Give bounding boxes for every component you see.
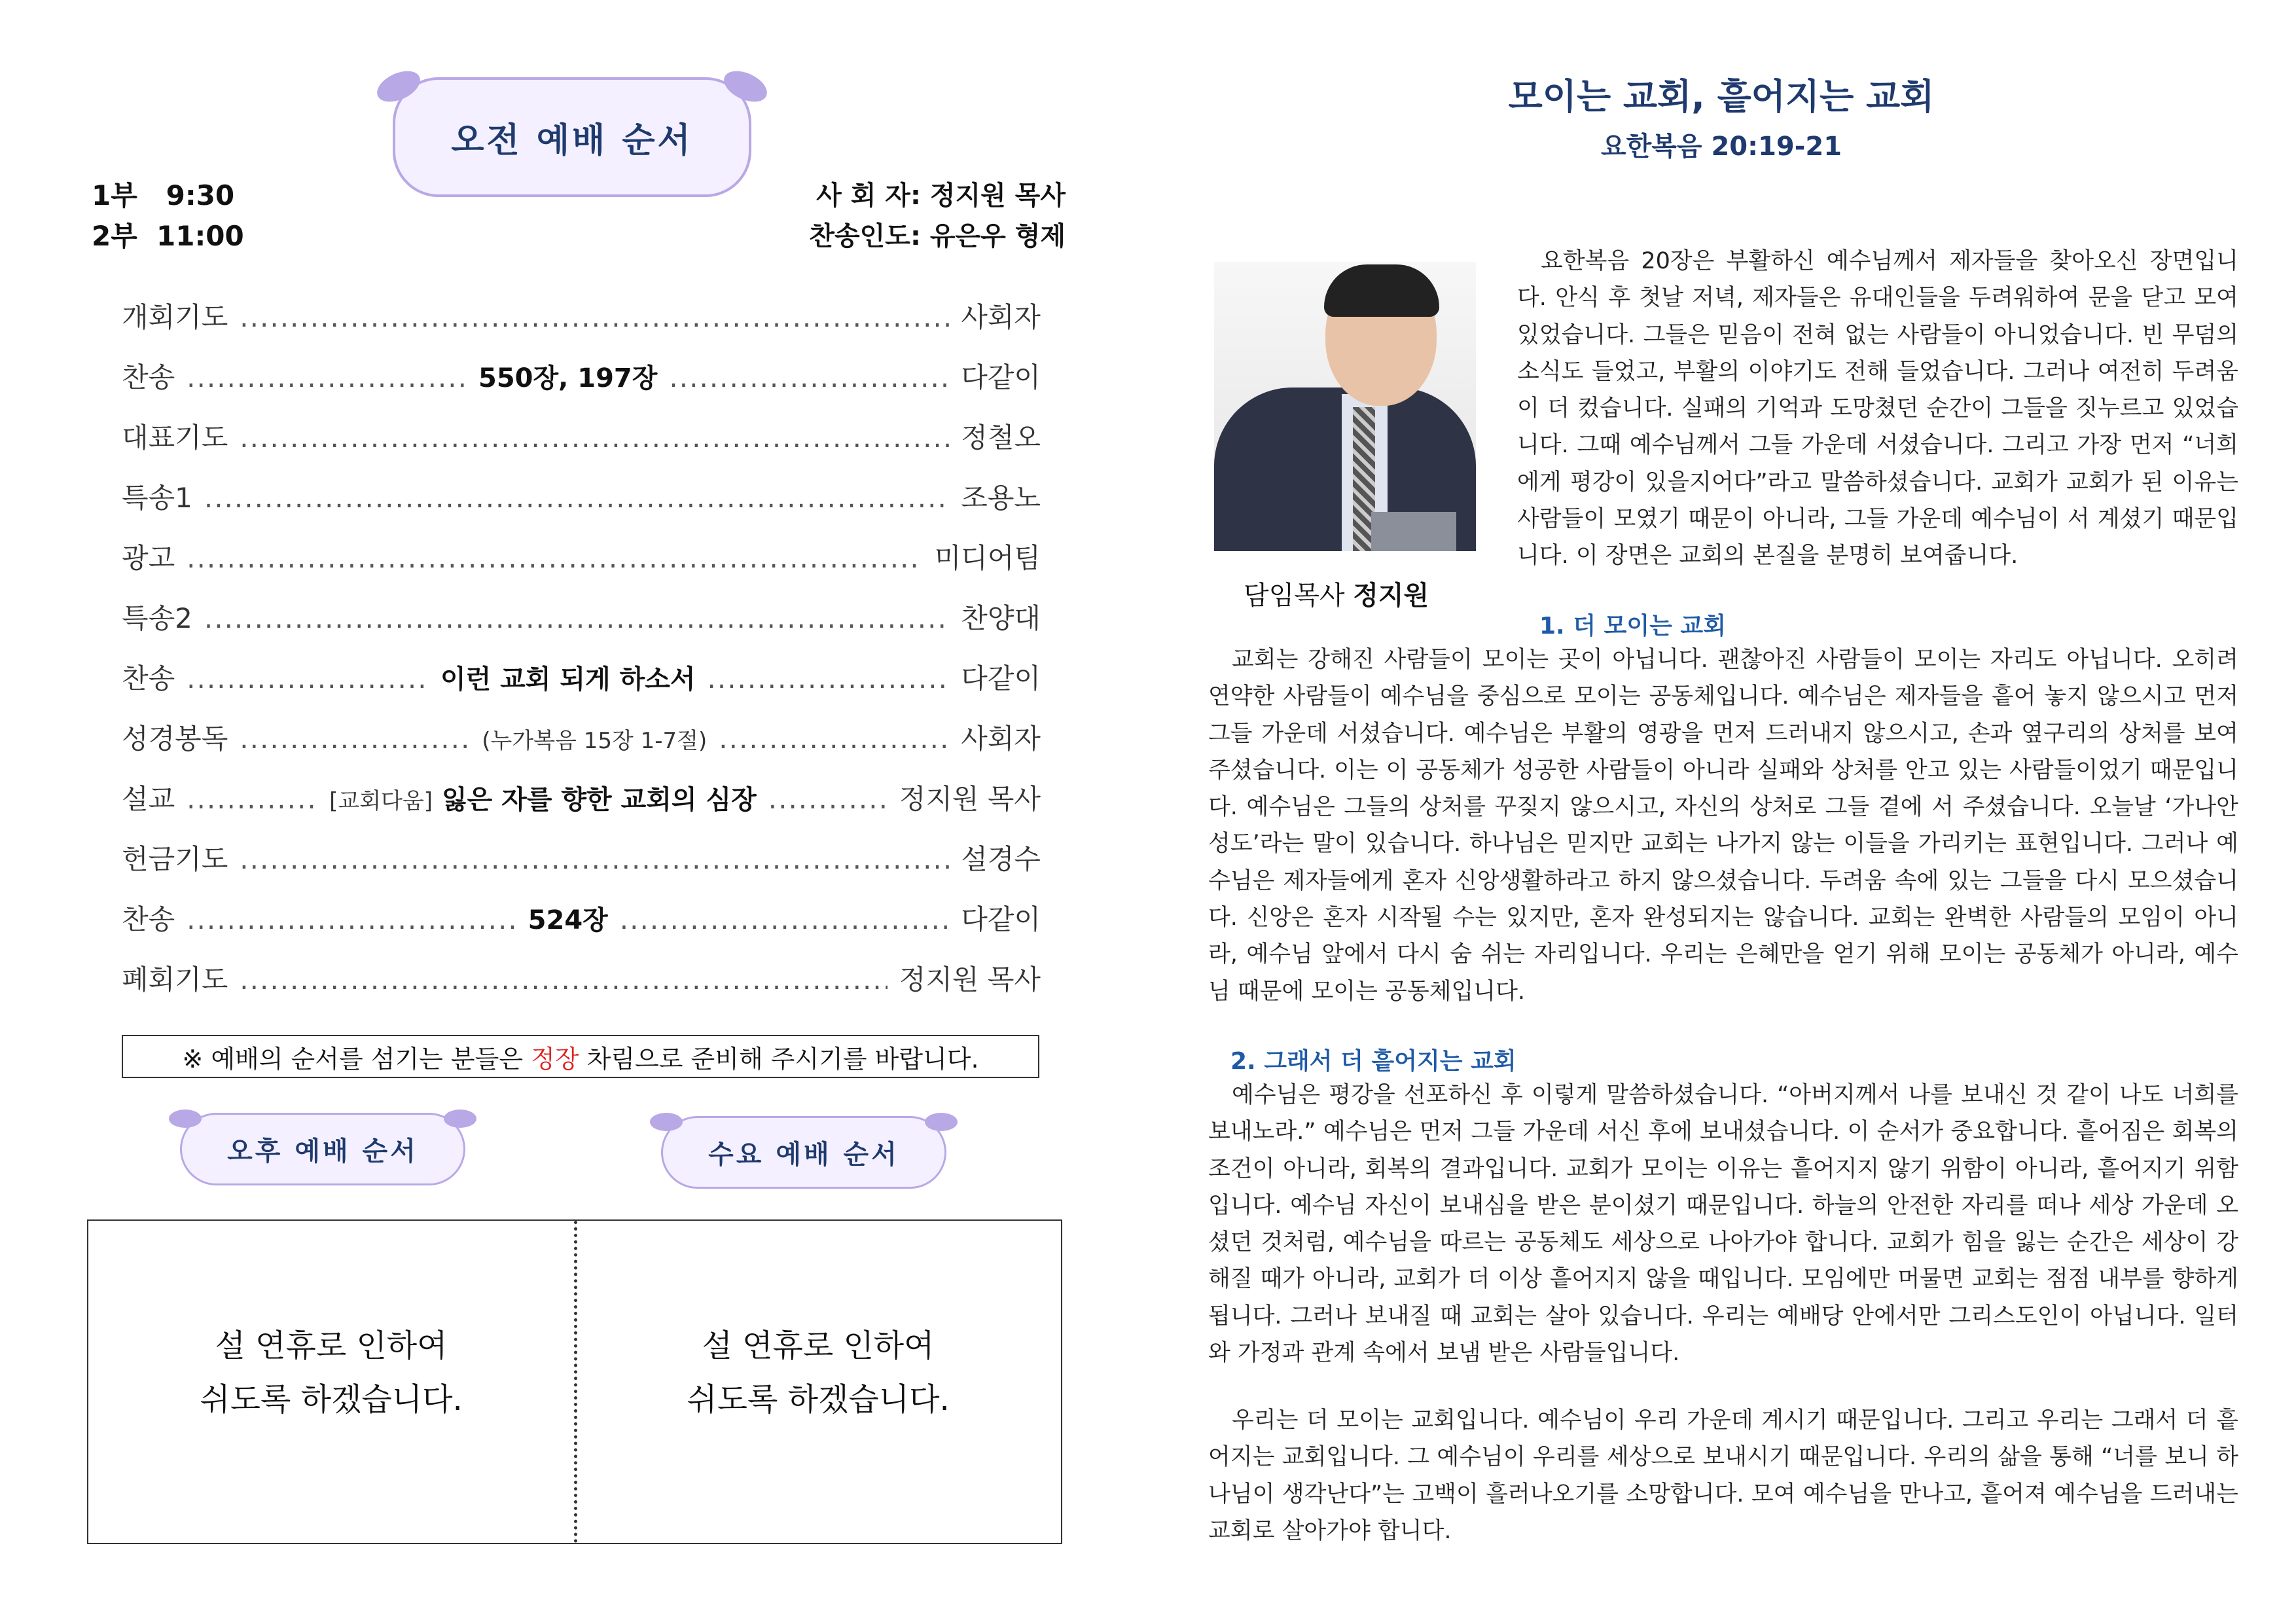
intro-paragraph: 요한복음 20장은 부활하신 예수님께서 제자들을 찾아오신 장면입니다. 안식 후 첫날 저녁, 제자들은 유대인들을 두려워하여 문을 닫고 모여 있었습니다. 그들은 믿음이 전혀 없는 사람들이 아니었습니다. 빈 무덤의 소식도 들었고, 부활의 이야기도 전해 들었습니다. 그러나 여전히 두려움이 더 컸습니다. 실패의 기억과 도망쳤던 순간이 그들을 짓누르고 있었습니다. 그때 예수님께서 그들 가운데 서셨습니다. 그리고 가장 먼저 “너희에게 평강이 있을지어다”라고 말씀하셨습니다. 교회가 교회가 된 이유는 사람들이 모였기 때문이 아니라, 그들 가운데 예수님이 서 계셨기 때문입니다. 이 장면은 교회의 본질을 분명히 보여줍니다. [1517, 248, 2238, 569]
order-row: 찬송 ..... 이런 교회 되게 하소서 ..... 다같이 [122, 657, 1041, 717]
section-1-paragraph: 교회는 강해진 사람들이 모이는 곳이 아닙니다. 괜찮아진 사람들이 모이는 자리도 아닙니다. 오히려 연약한 사람들이 예수님을 중심으로 모이는 공동체입니다. 예수님은 제자들을 흩어 놓지 않으시고 먼저 그들 가운데 서셨습니다. 예수님은 부활의 영광을 먼저 드러내지 않으시고, 손과 옆구리의 상처를 보여주셨습니다. 이는 이 공동체가 성공한 사람들이 아니라 실패와 상처를 안고 있는 사람들이었기 때문입니다. 예수님은 그들의 상처를 꾸짖지 않으시고, 자신의 상처로 그들 곁에 서 주셨습니다. 오늘날 ‘가나안 성도’라는 말이 있습니다. 하나님은 믿지만 교회는 나가지 않는 이들을 가리키는 표현입니다. 그러나 예수님은 제자들에게 혼자 신앙생활하라고 하지 않으셨습니다. 두려움 속에 있는 그들을 다시 모으셨습니다. 신앙은 혼자 시작될 수는 있지만, 혼자 완성되지는 않습니다. 교회는 완벽한 사람들의 모임이 아니라, 예수님 앞에서 다시 숨 쉬는 자리입니다. 우리는 은혜만을 얻기 위해 모이는 공동체가 아니라, 예수님 때문에 모이는 공동체입니다. [1208, 647, 2238, 1005]
worship-leader: 찬송인도: 유은우 형제 [809, 221, 1066, 251]
order-row: 찬송 ..... 524장 ..... 다같이 [122, 898, 1041, 958]
notice-highlight: 정장 [531, 1044, 579, 1074]
service-leaders [720, 175, 1066, 257]
order-row: 성경봉독 ..... (누가복음 15장 1-7절) ..... 사회자 [122, 717, 1041, 778]
leaf-ornament-icon [925, 1113, 958, 1131]
section-heading-1: 1. 더 모이는 교회 [1539, 613, 1726, 640]
pastor-photo [1214, 262, 1476, 551]
other-services-box [87, 1219, 1062, 1544]
wednesday-service-title: 수요 예배 순서 [708, 1140, 899, 1170]
afternoon-service-title: 오후 예배 순서 [227, 1136, 418, 1166]
closing-paragraph: 우리는 더 모이는 교회입니다. 예수님이 우리 가운데 계시기 때문입니다. 그리고 우리는 그래서 더 흩어지는 교회입니다. 그 예수님이 우리를 세상으로 보내시기 때문입니다. 우리의 삶을 통해 “너를 보니 하나님이 생각난다”는 고백이 흘러나오기를 소망합니다. 모여 예수님을 만나고, 흩어져 예수님을 드러내는 교회로 살아가야 합니다. [1208, 1407, 2238, 1544]
wednesday-service-message: 설 연휴로 인하여 쉬도록 하겠습니다. [687, 1327, 950, 1418]
leaf-ornament-icon [444, 1110, 476, 1128]
leaf-ornament-icon [650, 1113, 683, 1131]
order-row: 폐회기도 ..... 정지원 목사 [122, 958, 1041, 1019]
leaf-ornament-icon [372, 65, 425, 108]
order-row: 찬송 ..... 550장, 197장 ..... 다같이 [122, 356, 1041, 416]
pastor-name: 정지원 [1353, 581, 1429, 611]
order-row: 헌금기도 ..... 설경수 [122, 838, 1041, 898]
service-times [92, 175, 244, 257]
order-row: 대표기도 ..... 정철오 [122, 416, 1041, 477]
order-row: 광고 ..... 미디어팀 [122, 537, 1041, 597]
sermon-scripture: 요한복음 20:19-21 [1600, 132, 1842, 162]
morning-service-title: 오전 예배 순서 [451, 121, 693, 160]
section-heading-2: 2. 그래서 더 흩어지는 교회 [1230, 1048, 1516, 1075]
morning-service-banner [393, 77, 751, 197]
afternoon-service-message: 설 연휴로 인하여 쉬도록 하겠습니다. [200, 1327, 463, 1418]
wednesday-service-banner [661, 1116, 946, 1189]
leaf-ornament-icon [169, 1110, 202, 1128]
order-row: 특송1 ..... 조용노 [122, 477, 1041, 537]
second-service-time: 2부 11:00 [92, 220, 244, 252]
dress-code-notice: ※ 예배의 순서를 섬기는 분들은 정장 차림으로 준비해 주시기를 바랍니다. [122, 1035, 1039, 1078]
section-2-paragraph: 예수님은 평강을 선포하신 후 이렇게 말씀하셨습니다. “아버지께서 나를 보내신 것 같이 나도 너희를 보내노라.” 예수님은 먼저 그들 가운데 서신 후에 보내셨습니다. 이 순서가 중요합니다. 흩어짐은 회복의 조건이 아니라, 회복의 결과입니다. 교회가 모이는 이유는 흩어지지 않기 위함이 아니라, 흩어지기 위함입니다. 예수님 자신이 보내심을 받은 분이셨기 때문입니다. 하늘의 안전한 자리를 떠나 세상 가운데 오셨던 것처럼, 예수님을 따르는 공동체도 세상으로 나아가야 합니다. 교회가 힘을 잃는 순간은 세상이 강해질 때가 아니라, 교회가 더 이상 흩어지지 않을 때입니다. 모임에만 머물면 교회는 점점 내부를 향하게 됩니다. 그러나 보내질 때 교회는 살아 있습니다. 우리는 예배당 안에서만 그리스도인이 아닙니다. 일터와 가정과 관계 속에서 보냄 받은 사람들입니다. [1208, 1082, 2238, 1367]
order-row: 설교 ..... [교회다움] 잃은 자를 향한 교회의 심장 ..... 정지원 목사 [122, 778, 1041, 838]
sermon-title: 모이는 교회, 흩어지는 교회 [1508, 76, 1935, 117]
worship-order-list [122, 296, 1041, 1019]
pastor-caption: 담임목사 정지원 [1244, 581, 1429, 611]
order-row: 특송2 ..... 찬양대 [122, 597, 1041, 657]
afternoon-service-banner [180, 1113, 465, 1185]
first-service-time: 1부 9:30 [92, 179, 235, 211]
leaf-ornament-icon [719, 65, 772, 108]
presider: 사 회 자: 정지원 목사 [816, 181, 1066, 211]
order-row: 개회기도 ..... 사회자 [122, 296, 1041, 356]
